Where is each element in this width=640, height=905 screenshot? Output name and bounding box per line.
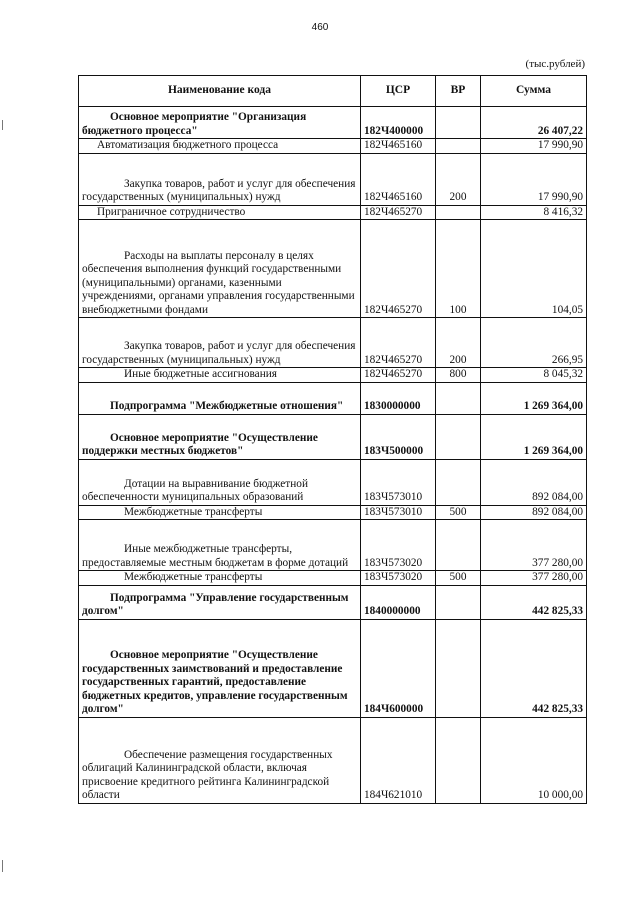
table-row bbox=[79, 585, 587, 619]
budget-table bbox=[78, 75, 587, 804]
row-name: Межбюджетные трансферты bbox=[79, 571, 361, 586]
table-row bbox=[79, 717, 587, 803]
table-row bbox=[79, 459, 587, 505]
row-name: Основное мероприятие "Осуществление поддержки местных бюджетов" bbox=[79, 414, 361, 459]
row-sum: 26 407,22 bbox=[481, 107, 587, 139]
scan-edge-mark bbox=[2, 860, 3, 872]
row-sum: 8 045,32 bbox=[481, 368, 587, 383]
row-csr: 182Ч465160 bbox=[361, 139, 436, 154]
table-row bbox=[79, 220, 587, 318]
row-sum: 10 000,00 bbox=[481, 717, 587, 803]
row-csr: 1830000000 bbox=[361, 382, 436, 414]
row-csr: 183Ч573010 bbox=[361, 505, 436, 520]
table-row bbox=[79, 368, 587, 383]
row-name: Подпрограмма "Межбюджетные отношения" bbox=[79, 382, 361, 414]
table-row bbox=[79, 571, 587, 586]
row-vr bbox=[436, 107, 481, 139]
row-vr bbox=[436, 520, 481, 571]
row-csr: 182Ч465270 bbox=[361, 368, 436, 383]
row-csr: 182Ч465270 bbox=[361, 205, 436, 220]
row-name: Иные межбюджетные трансферты, предоставляемые местным бюджетам в форме дотаций bbox=[79, 520, 361, 571]
row-vr bbox=[436, 205, 481, 220]
row-sum: 104,05 bbox=[481, 220, 587, 318]
row-name: Основное мероприятие "Организация бюджетного процесса" bbox=[79, 107, 361, 139]
row-vr: 500 bbox=[436, 505, 481, 520]
row-sum: 442 825,33 bbox=[481, 619, 587, 717]
row-sum: 17 990,90 bbox=[481, 139, 587, 154]
table-row bbox=[79, 153, 587, 205]
header-csr: ЦСР bbox=[361, 76, 436, 107]
row-vr bbox=[436, 585, 481, 619]
row-vr: 100 bbox=[436, 220, 481, 318]
row-csr: 183Ч573020 bbox=[361, 520, 436, 571]
row-csr: 182Ч465270 bbox=[361, 220, 436, 318]
scan-edge-mark bbox=[2, 120, 3, 130]
row-csr: 183Ч500000 bbox=[361, 414, 436, 459]
table-row bbox=[79, 107, 587, 139]
page-number: 460 bbox=[311, 22, 329, 33]
row-sum: 377 280,00 bbox=[481, 571, 587, 586]
row-sum: 8 416,32 bbox=[481, 205, 587, 220]
row-name: Подпрограмма "Управление государственным долгом" bbox=[79, 585, 361, 619]
row-sum: 17 990,90 bbox=[481, 153, 587, 205]
row-name: Закупка товаров, работ и услуг для обеспечения государственных (муниципальных) нужд bbox=[79, 318, 361, 368]
row-vr: 500 bbox=[436, 571, 481, 586]
row-name: Межбюджетные трансферты bbox=[79, 505, 361, 520]
row-name: Закупка товаров, работ и услуг для обеспечения государственных (муниципальных) нужд bbox=[79, 153, 361, 205]
row-csr: 184Ч621010 bbox=[361, 717, 436, 803]
row-sum: 377 280,00 bbox=[481, 520, 587, 571]
header-vr: ВР bbox=[436, 76, 481, 107]
row-csr: 182Ч465160 bbox=[361, 153, 436, 205]
row-csr: 183Ч573010 bbox=[361, 459, 436, 505]
row-csr: 183Ч573020 bbox=[361, 571, 436, 586]
table-row bbox=[79, 205, 587, 220]
row-sum: 442 825,33 bbox=[481, 585, 587, 619]
row-name: Автоматизация бюджетного процесса bbox=[79, 139, 361, 154]
row-name: Дотации на выравнивание бюджетной обеспеченности муниципальных образований bbox=[79, 459, 361, 505]
units-label: (тыс.рублей) bbox=[525, 58, 585, 70]
row-csr: 1840000000 bbox=[361, 585, 436, 619]
header-sum: Сумма bbox=[481, 76, 587, 107]
row-csr: 182Ч400000 bbox=[361, 107, 436, 139]
row-name: Основное мероприятие "Осуществление государственных заимствований и предоставление государственных гарантий, предоставление бюджетных кредитов, управление государственным долгом" bbox=[79, 619, 361, 717]
table-row bbox=[79, 619, 587, 717]
row-sum: 266,95 bbox=[481, 318, 587, 368]
row-sum: 1 269 364,00 bbox=[481, 382, 587, 414]
row-vr: 200 bbox=[436, 318, 481, 368]
row-vr: 800 bbox=[436, 368, 481, 383]
table-row bbox=[79, 520, 587, 571]
table-row bbox=[79, 382, 587, 414]
row-vr bbox=[436, 619, 481, 717]
row-name: Расходы на выплаты персоналу в целях обеспечения выполнения функций государственными (муниципальными) органами, казенными учреждениями, органами управления государственными внебюджетными фондами bbox=[79, 220, 361, 318]
row-name: Иные бюджетные ассигнования bbox=[79, 368, 361, 383]
row-sum: 892 084,00 bbox=[481, 505, 587, 520]
table-row bbox=[79, 318, 587, 368]
row-vr bbox=[436, 414, 481, 459]
row-csr: 182Ч465270 bbox=[361, 318, 436, 368]
row-name: Обеспечение размещения государственных облигаций Калининградской области, включая присвоение кредитного рейтинга Калининградской области bbox=[79, 717, 361, 803]
table-row bbox=[79, 414, 587, 459]
table-row bbox=[79, 505, 587, 520]
header-name: Наименование кода bbox=[79, 76, 361, 107]
row-sum: 1 269 364,00 bbox=[481, 414, 587, 459]
row-vr bbox=[436, 139, 481, 154]
row-vr bbox=[436, 459, 481, 505]
row-vr: 200 bbox=[436, 153, 481, 205]
row-sum: 892 084,00 bbox=[481, 459, 587, 505]
table-header-row bbox=[79, 76, 587, 107]
row-csr: 184Ч600000 bbox=[361, 619, 436, 717]
row-name: Приграничное сотрудничество bbox=[79, 205, 361, 220]
table-row bbox=[79, 139, 587, 154]
row-vr bbox=[436, 717, 481, 803]
row-vr bbox=[436, 382, 481, 414]
